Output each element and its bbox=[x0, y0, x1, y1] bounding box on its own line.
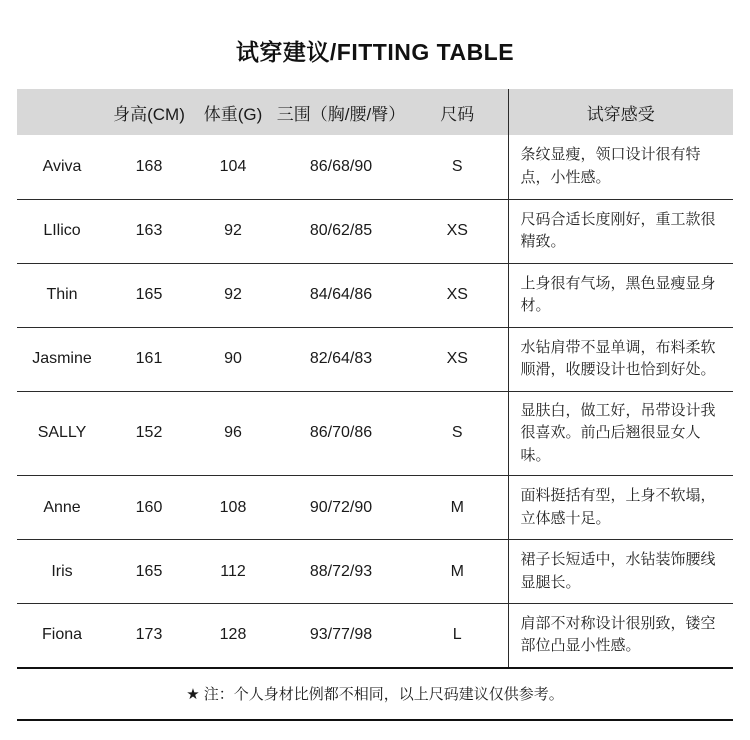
table-row bbox=[17, 199, 733, 263]
cell-feedback: 面料挺括有型，上身不软塌，立体感十足。 bbox=[508, 476, 733, 540]
cell-size: XS bbox=[407, 263, 508, 327]
cell-feedback: 裙子长短适中，水钻装饰腰线显腿长。 bbox=[508, 540, 733, 604]
header-height: 身高(CM) bbox=[107, 89, 191, 135]
cell-measurements: 80/62/85 bbox=[275, 199, 407, 263]
table-row bbox=[17, 604, 733, 668]
cell-feedback: 条纹显瘦，领口设计很有特点，小性感。 bbox=[508, 135, 733, 199]
cell-name: Iris bbox=[17, 540, 107, 604]
fitting-table bbox=[17, 89, 733, 669]
footer-note: ★ 注：个人身材比例都不相同，以上尺码建议仅供参考。 bbox=[17, 669, 733, 721]
cell-feedback: 肩部不对称设计很别致，镂空部位凸显小性感。 bbox=[508, 604, 733, 668]
cell-height: 165 bbox=[107, 263, 191, 327]
cell-name: Jasmine bbox=[17, 327, 107, 391]
table-header-row bbox=[17, 89, 733, 135]
cell-height: 168 bbox=[135, 157, 163, 175]
cell-name: Fiona bbox=[17, 604, 107, 668]
cell-height: 152 bbox=[107, 391, 191, 476]
cell-measurements: 86/68/90 bbox=[309, 157, 373, 175]
cell-weight: 92 bbox=[191, 199, 275, 263]
cell-size: M bbox=[407, 540, 508, 604]
cell-measurements: 90/72/90 bbox=[275, 476, 407, 540]
cell-size: M bbox=[407, 476, 508, 540]
header-measurements: 三围（胸/腰/臀） bbox=[275, 89, 407, 135]
cell-measurements: 84/64/86 bbox=[275, 263, 407, 327]
cell-weight: 92 bbox=[191, 263, 275, 327]
cell-size: XS bbox=[407, 199, 508, 263]
table-row bbox=[17, 135, 733, 199]
header-size: 尺码 bbox=[407, 89, 508, 135]
header-name bbox=[17, 89, 107, 135]
cell-name: Anne bbox=[17, 476, 107, 540]
cell-height: 173 bbox=[107, 604, 191, 668]
cell-weight: 108 bbox=[191, 476, 275, 540]
cell-weight: 96 bbox=[191, 391, 275, 476]
cell-name: SALLY bbox=[17, 391, 107, 476]
table-row bbox=[17, 327, 733, 391]
cell-weight: 128 bbox=[191, 604, 275, 668]
cell-weight: 104 bbox=[219, 157, 247, 175]
cell-height: 163 bbox=[107, 199, 191, 263]
header-weight: 体重(G) bbox=[191, 89, 275, 135]
header-feedback: 试穿感受 bbox=[508, 89, 733, 135]
cell-feedback: 水钻肩带不显单调，布料柔软顺滑，收腰设计也恰到好处。 bbox=[508, 327, 733, 391]
cell-height: 161 bbox=[107, 327, 191, 391]
cell-measurements: 82/64/83 bbox=[275, 327, 407, 391]
cell-measurements: 88/72/93 bbox=[275, 540, 407, 604]
cell-weight: 90 bbox=[191, 327, 275, 391]
cell-name: LIlico bbox=[17, 199, 107, 263]
cell-measurements: 93/77/98 bbox=[275, 604, 407, 668]
cell-measurements: 86/70/86 bbox=[275, 391, 407, 476]
cell-weight: 112 bbox=[191, 540, 275, 604]
cell-feedback: 显肤白，做工好，吊带设计我很喜欢。前凸后翘很显女人味。 bbox=[508, 391, 733, 476]
cell-feedback: 上身很有气场，黑色显瘦显身材。 bbox=[508, 263, 733, 327]
cell-height: 165 bbox=[107, 540, 191, 604]
table-row bbox=[17, 476, 733, 540]
table-row bbox=[17, 540, 733, 604]
cell-height: 160 bbox=[107, 476, 191, 540]
cell-feedback: 尺码合适长度刚好，重工款很精致。 bbox=[508, 199, 733, 263]
table-row bbox=[17, 391, 733, 476]
table-row bbox=[17, 263, 733, 327]
cell-size: XS bbox=[407, 327, 508, 391]
cell-size: S bbox=[451, 157, 463, 175]
cell-size: L bbox=[407, 604, 508, 668]
cell-name: Aviva bbox=[42, 157, 82, 175]
cell-size: S bbox=[407, 391, 508, 476]
cell-name: Thin bbox=[17, 263, 107, 327]
table-body bbox=[17, 135, 733, 668]
page-title: 试穿建议/FITTING TABLE bbox=[235, 39, 515, 65]
